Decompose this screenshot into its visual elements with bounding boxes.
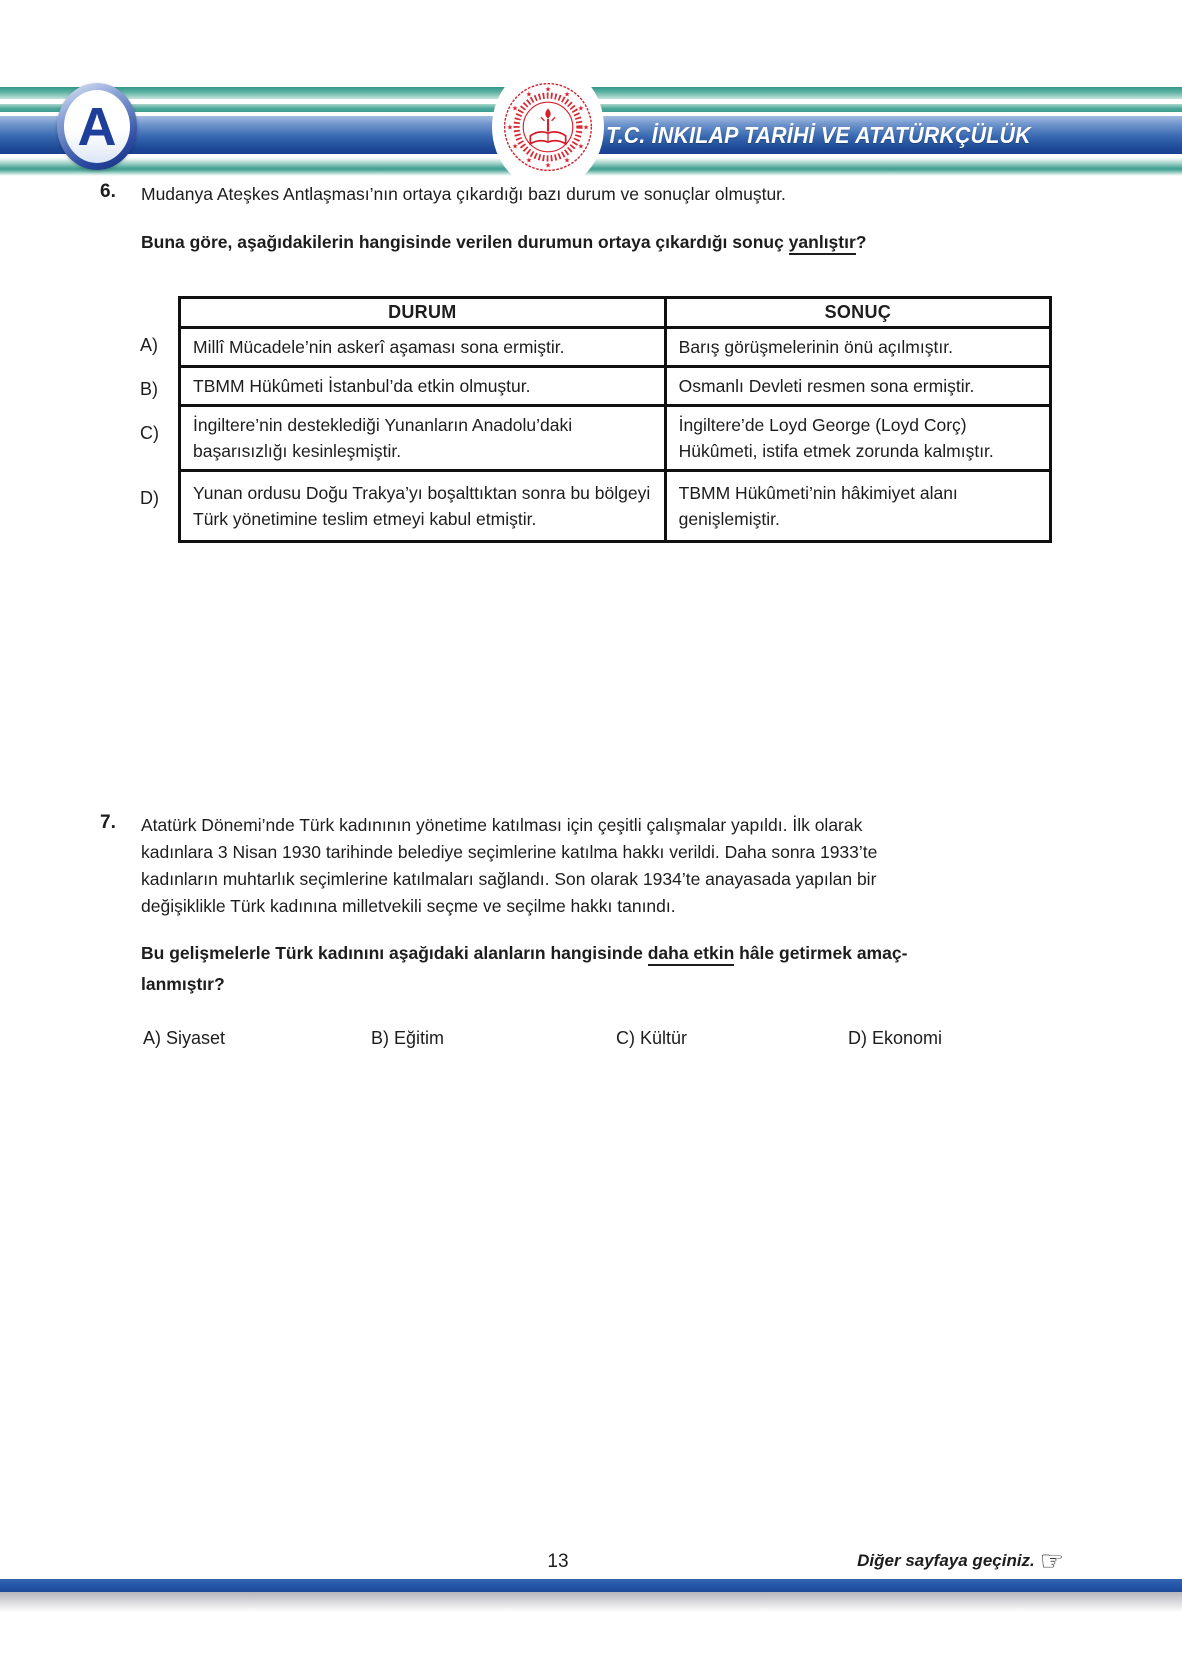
table-row <box>180 406 1051 471</box>
table-header-durum: DURUM <box>180 298 666 328</box>
answer-option-d: D) Ekonomi <box>848 1028 943 1048</box>
table-cell-durum: Yunan ordusu Doğu Trakya’yı boşalttıktan sonra bu bölgeyi Türk yönetimine teslim etmeyi kabul etmiştir. <box>180 471 666 542</box>
option-letter-a: A) <box>140 335 158 355</box>
page-number: 13 <box>547 1551 569 1572</box>
booklet-badge-inner <box>64 90 130 163</box>
booklet-letter: A <box>77 96 117 157</box>
table-cell-durum: TBMM Hükûmeti İstanbul’da etkin olmuştur. <box>180 367 666 406</box>
svg-text:★: ★ <box>577 103 585 113</box>
booklet-type-badge <box>57 83 137 170</box>
footer-blue-bar <box>0 1579 1182 1592</box>
question-6-number: 6. <box>100 181 116 202</box>
question-6-stem-prefix: Buna göre, aşağıdakilerin hangisinde verilen durumun ortaya çıkardığı sonuç <box>141 232 789 252</box>
table-row <box>180 328 1051 367</box>
table-row <box>180 367 1051 406</box>
option-letter-d: D) <box>140 488 159 508</box>
next-page-note <box>857 1546 1064 1576</box>
svg-text:★: ★ <box>525 89 533 99</box>
answer-option-c: C) Kültür <box>616 1028 688 1048</box>
svg-text:★: ★ <box>563 155 571 165</box>
question-7-body-line: değişiklikle Türk kadınına milletvekili seçme ve seçilme hakkı tanındı. <box>141 896 676 916</box>
footer-shadow <box>0 1592 1182 1612</box>
question-6-stem-suffix: ? <box>855 232 867 252</box>
question-7-body-line: kadınlara 3 Nisan 1930 tarihinde belediye seçimlerine katılma hakkı verildi. Daha sonra 1933’te <box>141 842 878 862</box>
option-letter-c: C) <box>140 423 159 443</box>
svg-text:★: ★ <box>511 103 519 113</box>
svg-text:★: ★ <box>544 160 552 170</box>
table-cell-sonuc: Osmanlı Devleti resmen sona ermiştir. <box>665 367 1050 406</box>
svg-text:★: ★ <box>563 89 571 99</box>
svg-text:★: ★ <box>577 141 585 151</box>
table-cell-sonuc: TBMM Hükûmeti’nin hâkimiyet alanı genişlemiştir. <box>665 471 1050 542</box>
next-page-note-text: Diğer sayfaya geçiniz. <box>857 1551 1035 1570</box>
table-header-row <box>180 298 1051 328</box>
question-6-stem <box>141 227 867 258</box>
question-7-stem-underlined: daha etkin <box>648 943 735 966</box>
question-6-intro: Mudanya Ateşkes Antlaşması’nın ortaya çıkardığı bazı durum ve sonuçlar olmuştur. <box>141 184 786 204</box>
question-7-stem-line2: lanmıştır? <box>141 974 225 994</box>
question-7-number: 7. <box>100 812 116 833</box>
question-7-body-line: Atatürk Dönemi’nde Türk kadınının yönetime katılması için çeşitli çalışmalar yapıldı. İlk olarak <box>141 815 863 835</box>
svg-text:★: ★ <box>511 141 519 151</box>
question-7-stem-suffix: hâle getirmek amaç- <box>734 943 908 963</box>
question-7-body <box>141 812 1101 920</box>
table-header-sonuc: SONUÇ <box>665 298 1050 328</box>
svg-text:★: ★ <box>506 122 514 132</box>
table-cell-sonuc: Barış görüşmelerinin önü açılmıştır. <box>665 328 1050 367</box>
answer-option-a: A) Siyaset <box>143 1028 226 1048</box>
svg-text:★: ★ <box>544 84 552 94</box>
table-cell-durum: İngiltere’nin desteklediği Yunanların Anadolu’daki başarısızlığı kesinleşmiştir. <box>180 406 666 471</box>
question-7-stem-prefix: Bu gelişmelerle Türk kadınını aşağıdaki alanların hangisinde <box>141 943 648 963</box>
option-letter-b: B) <box>140 379 158 399</box>
table-cell-sonuc: İngiltere’de Loyd George (Loyd Corç) Hükûmeti, istifa etmek zorunda kalmıştır. <box>665 406 1050 471</box>
durum-sonuc-table <box>178 296 1052 543</box>
ministry-seal-background <box>492 64 604 190</box>
svg-text:★: ★ <box>525 155 533 165</box>
answer-option-b: B) Eğitim <box>371 1028 445 1048</box>
question-7-stem-line1 <box>141 938 907 969</box>
table-cell-durum: Millî Mücadele’nin askerî aşaması sona ermiştir. <box>180 328 666 367</box>
question-6-stem-underlined: yanlıştır <box>789 232 856 255</box>
svg-text:★: ★ <box>582 122 590 132</box>
question-7-body-line: kadınların muhtarlık seçimlerine katılmaları sağlandı. Son olarak 1934’te anayasada yapılan bir <box>141 869 877 889</box>
ministry-seal-icon <box>502 75 594 179</box>
question-7-stem <box>141 938 907 1000</box>
pointing-hand-icon: ☞ <box>1039 1546 1064 1576</box>
page-title: T.C. İNKILAP TARİHİ VE ATATÜRKÇÜLÜK <box>606 122 1031 148</box>
table-row <box>180 471 1051 542</box>
